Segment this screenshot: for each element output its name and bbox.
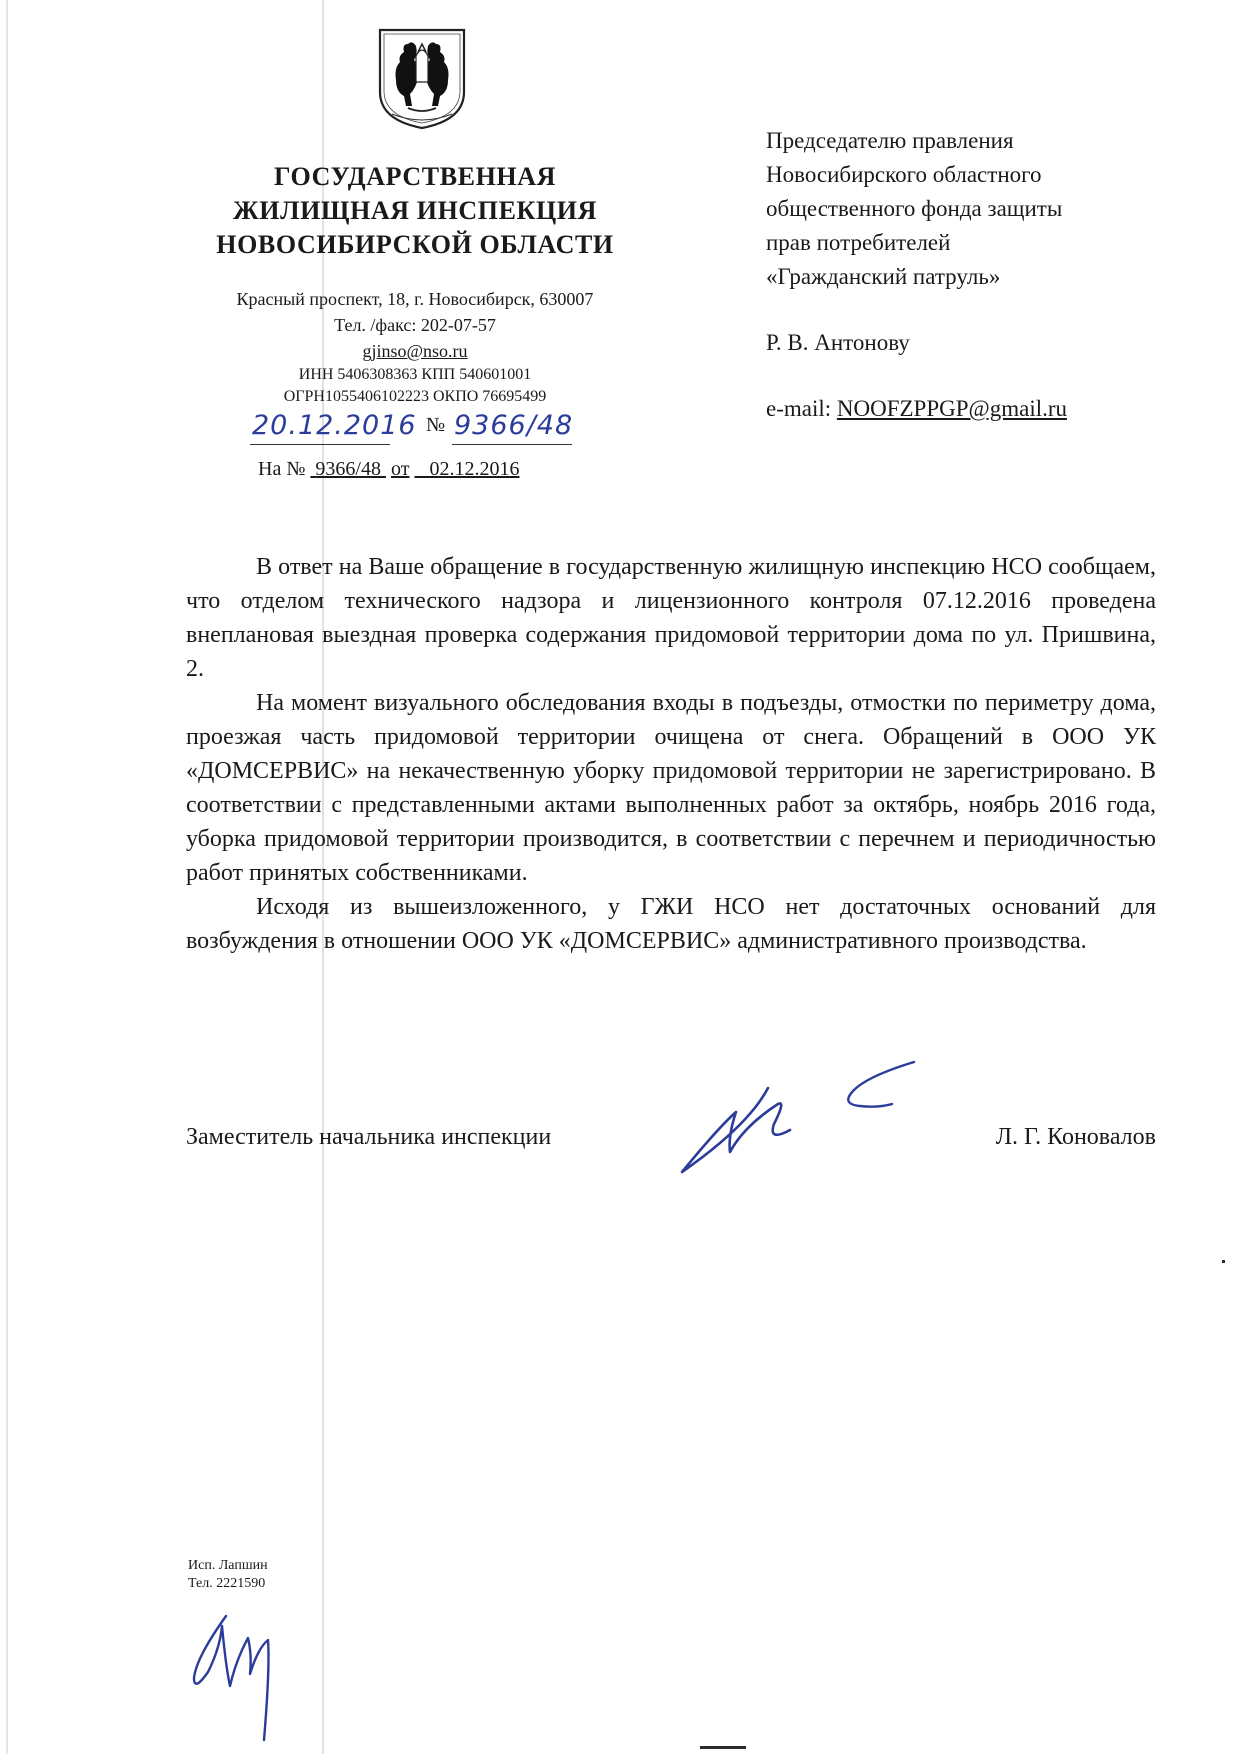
body-paragraph-3: Исходя из вышеизложенного, у ГЖИ НСО нет достаточных оснований для возбуждения в отношении ООО УК «ДОМСЕРВИС» административного производства. <box>186 894 1156 954</box>
addressee-line-1: Председателю правления <box>766 128 1014 153</box>
organization-contacts <box>150 286 680 408</box>
email-label: e-mail: <box>766 396 837 421</box>
addressee-line-5: «Гражданский патруль» <box>766 264 1001 289</box>
reply-number: 9366/48 <box>315 458 381 480</box>
executor-phone: Тел. 2221590 <box>188 1576 266 1591</box>
signatory-name: Л. Г. Коновалов <box>995 1124 1156 1150</box>
letter-body <box>186 550 1156 958</box>
executor-initials-signature <box>186 1608 316 1748</box>
signature-row <box>186 1124 1166 1164</box>
executor-name: Исп. Лапшин <box>188 1558 268 1573</box>
reply-prefix: На № <box>258 458 306 480</box>
reply-date: 02.12.2016 <box>429 458 520 480</box>
org-email-link[interactable]: gjinso@nso.ru <box>362 341 468 361</box>
scan-right-mark <box>1222 1260 1225 1263</box>
addressee-line-4: прав потребителей <box>766 230 951 255</box>
executor-info <box>188 1557 268 1593</box>
org-inn-kpp: ИНН 5406308363 КПП 540601001 <box>298 366 532 383</box>
addressee-email-link[interactable]: NOOFZPPGP@gmail.ru <box>836 396 1068 421</box>
body-paragraph-2: На момент визуального обследования входы в подъезды, отмостки по периметру дома, проезжая часть придомовой территории очищена от снега. Обращений в ООО УК «ДОМСЕРВИС» на некачественную уборку придомовой территории не зарегистрировано. В соответствии с представленными актами выполненных работ за октябрь, ноябрь 2016 года, уборка придомовой территории производится, в соответствии с перечнем и периодичностью работ принятых собственниками. <box>186 690 1156 886</box>
org-phone: Тел. /факс: 202-07-57 <box>334 315 496 335</box>
org-name-line-2: ЖИЛИЩНАЯ ИНСПЕКЦИЯ <box>232 196 598 225</box>
reply-reference <box>258 458 598 481</box>
body-paragraph-1: В ответ на Ваше обращение в государственную жилищную инспекцию НСО сообщаем, что отделом технического надзора и лицензионного контроля 07.12.2016 проведена внеплановая выездная проверка содержания придомовой территории дома по ул. Пришвина, 2. <box>186 554 1156 682</box>
scan-edge-mark <box>6 0 8 1754</box>
outgoing-registration <box>240 408 600 448</box>
org-name-line-1: ГОСУДАРСТВЕННАЯ <box>274 162 556 191</box>
registration-number-handwritten: 9366/48 <box>454 410 574 441</box>
addressee-email <box>766 392 1186 426</box>
registration-date-field <box>250 410 417 445</box>
org-name-line-3: НОВОСИБИРСКОЙ ОБЛАСТИ <box>216 230 614 259</box>
addressee-name: Р. В. Антонову <box>766 330 910 355</box>
registration-date-handwritten: 20.12.2016 <box>252 410 417 441</box>
addressee-line-2: Новосибирского областного <box>766 162 1042 187</box>
signatory-title: Заместитель начальника инспекции <box>186 1124 552 1150</box>
org-address: Красный проспект, 18, г. Новосибирск, 630007 <box>236 289 594 309</box>
scan-bottom-mark <box>700 1746 746 1749</box>
addressee-line-3: общественного фонда защиты <box>766 196 1063 221</box>
handwritten-signature <box>678 1056 928 1186</box>
organization-name <box>175 160 655 262</box>
coat-of-arms-icon <box>372 22 472 132</box>
reply-from-word: от <box>390 458 410 480</box>
registration-number-field <box>452 410 572 445</box>
number-sign: № <box>426 414 446 436</box>
addressee-block <box>766 124 1186 426</box>
org-ogrn-okpo: ОГРН1055406102223 ОКПО 76695499 <box>283 388 547 405</box>
